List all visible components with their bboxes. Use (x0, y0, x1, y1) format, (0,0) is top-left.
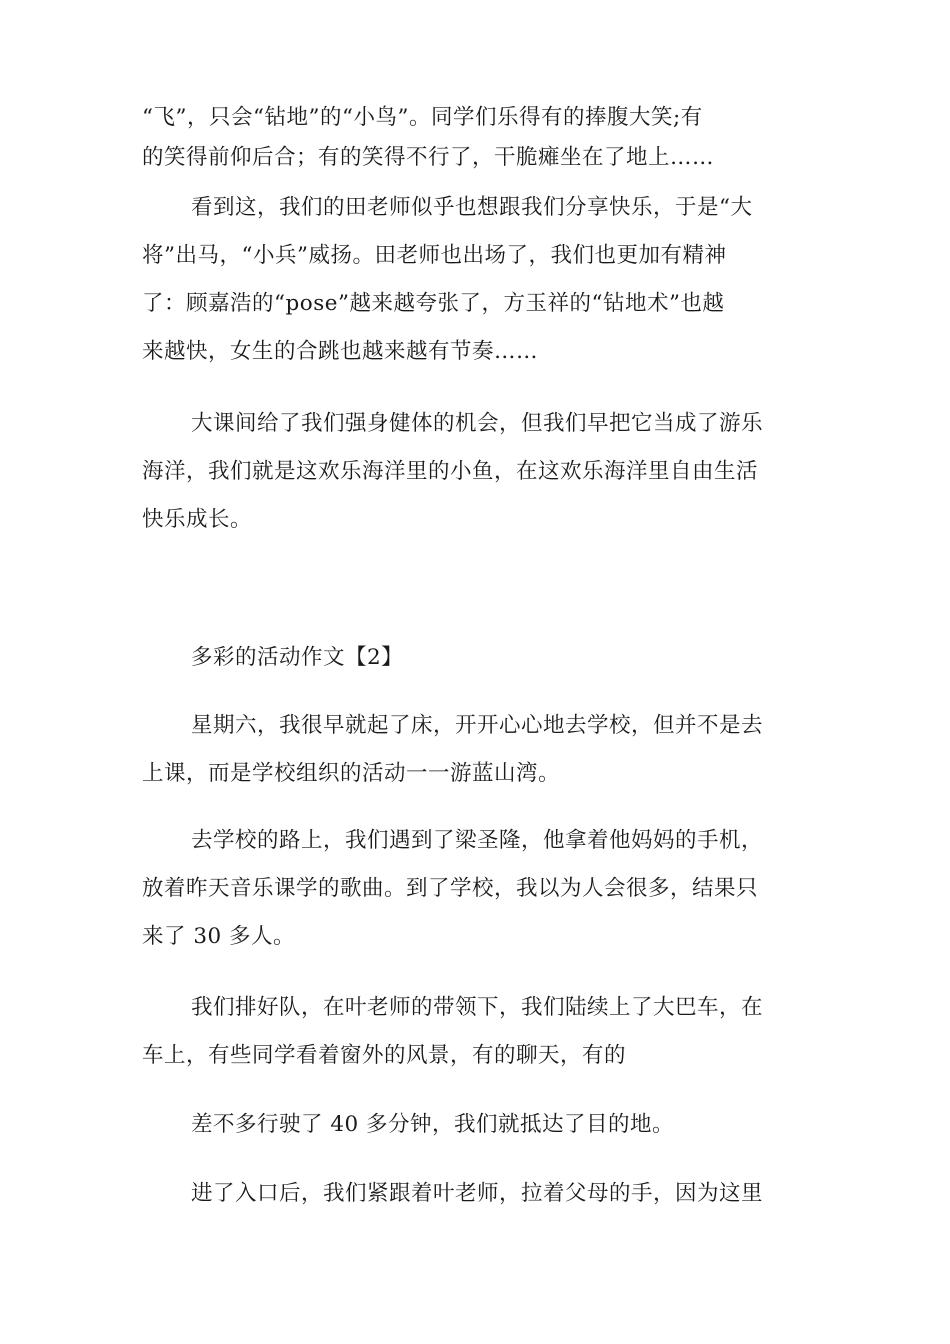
text-line: 去学校的路上，我们遇到了梁圣隆，他拿着他妈妈的手机， (191, 828, 764, 853)
paragraph (142, 984, 810, 1080)
paragraph (142, 1170, 810, 1218)
text-line: 海洋，我们就是这欢乐海洋里的小鱼，在这欢乐海洋里自由生活 (142, 459, 759, 484)
text-line: 来了 30 多人。 (142, 924, 296, 949)
text-line: 星期六，我很早就起了床，开开心心地去学校，但并不是去 (191, 713, 764, 738)
text-line: 差不多行驶了 40 多分钟，我们就抵达了目的地。 (191, 1112, 675, 1137)
paragraph (142, 184, 810, 376)
text-line: 我们排好队，在叶老师的带领下，我们陆续上了大巴车，在 (191, 995, 764, 1020)
text-line: 的笑得前仰后合；有的笑得不行了，干脆瘫坐在了地上…… (142, 145, 715, 170)
text-line: 放着昨天音乐课学的歌曲。到了学校，我以为人会很多，结果只 (142, 876, 759, 901)
paragraph (142, 702, 810, 798)
text-line: 上课，而是学校组织的活动一一游蓝山湾。 (142, 761, 561, 786)
text-line: 快乐成长。 (142, 507, 253, 532)
paragraph (142, 1101, 810, 1149)
text-line: 了：顾嘉浩的“pose”越来越夸张了，方玉祥的“钻地术”也越 (142, 291, 725, 316)
paragraph-continuation (142, 98, 810, 178)
text-line: 车上，有些同学看着窗外的风景，有的聊天，有的 (142, 1043, 627, 1068)
section-heading (142, 634, 810, 682)
text-line: 大课间给了我们强身健体的机会，但我们早把它当成了游乐 (191, 411, 764, 436)
text-line: 进了入口后，我们紧跟着叶老师，拉着父母的手，因为这里 (191, 1181, 764, 1206)
paragraph (142, 400, 810, 544)
paragraph (142, 817, 810, 961)
text-line: 看到这，我们的田老师似乎也想跟我们分享快乐，于是“大 (191, 195, 753, 220)
text-line: 将”出马，“小兵”威扬。田老师也出场了，我们也更加有精神 (142, 243, 727, 268)
heading-text: 多彩的活动作文【2】 (191, 645, 404, 670)
text-line: “飞”，只会“钻地”的“小鸟”。同学们乐得有的捧腹大笑;有 (142, 105, 703, 130)
text-line: 来越快，女生的合跳也越来越有节奏…… (142, 339, 539, 364)
